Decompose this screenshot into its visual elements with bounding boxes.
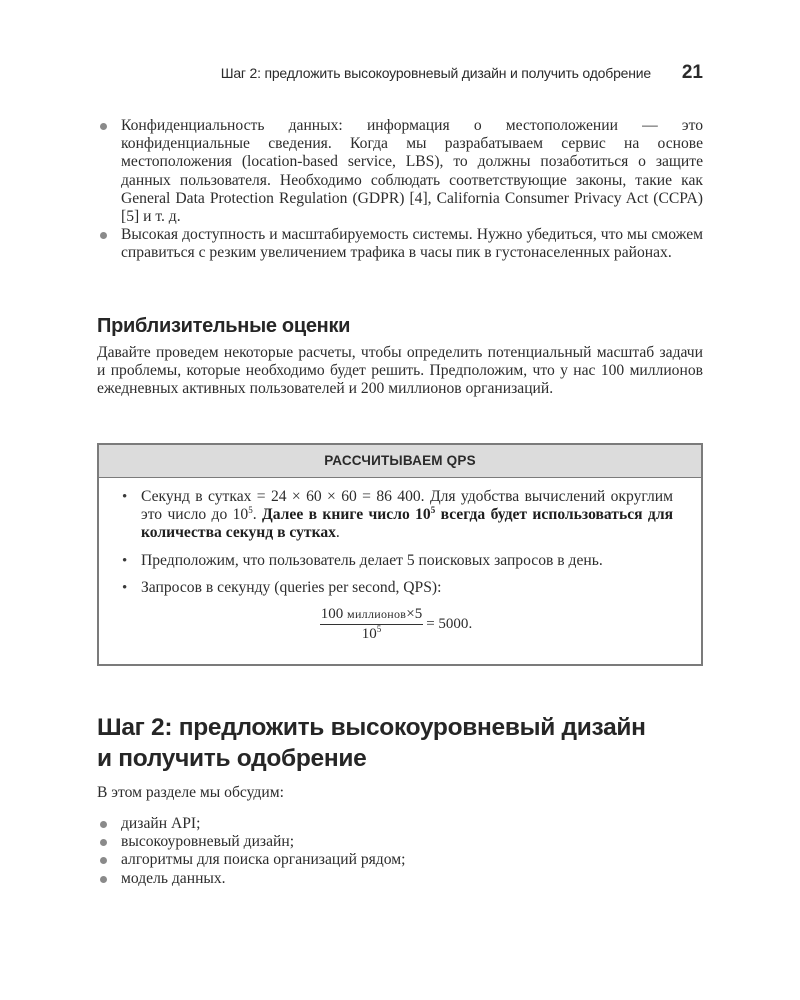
bullet-icon: [100, 857, 107, 864]
section-heading: Шаг 2: предложить высокоуровневый дизайн и получить одобрение: [97, 714, 646, 772]
list-item-text: Предположим, что пользователь делает 5 поисковых запросов в день.: [141, 551, 603, 569]
list-item: [97, 117, 703, 226]
list-item: [119, 579, 673, 597]
bullet-icon: [100, 123, 107, 130]
list-item: [97, 815, 703, 833]
formula-fraction: [320, 606, 423, 642]
page-number: 21: [681, 62, 703, 83]
formula-denominator: $10^5$: [361, 624, 382, 643]
formula-result: = 5000: [426, 615, 469, 632]
running-head: [97, 62, 703, 86]
formula-numerator: 100 миллионов×5: [320, 606, 423, 625]
bullet-icon: [100, 839, 107, 846]
list-item-text: Секунд в сутках = 24 × 60 × 60 = 86 400. Для удобства вычислений округлим это число до $10^5$. Далее в книге число $10^5$ всегда будет использоваться для количества секунд в сутках.: [141, 488, 674, 542]
list-item: [97, 226, 703, 262]
section-intro: В этом разделе мы обсудим:: [97, 784, 284, 801]
list-item-text: модель данных.: [121, 869, 226, 887]
formula-trailing: .: [468, 615, 473, 632]
list-item-text: Конфиденциальность данных: информация о местоположении — это конфиденциальные сведения. Когда мы разрабатываем сервис на основе местоположения (location-based service, LBS), то должны позаботиться о защите данных пользователя. Необходимо соблюдать соответствующие законы, такие как General Data Protection Regulation (GDPR) [4], California Consumer Privacy Act (CCPA) [5] и т. д.: [121, 117, 703, 226]
qps-box-title: РАССЧИТЫВАЕМ QPS: [99, 445, 701, 478]
list-item: [97, 833, 703, 851]
qps-box-body: [99, 478, 701, 642]
qps-list: [119, 488, 673, 597]
topics-list: [97, 815, 703, 888]
list-item: [119, 552, 673, 570]
qps-formula: [119, 606, 673, 642]
list-item: [119, 488, 673, 543]
list-item-text: высокоуровневый дизайн;: [121, 833, 295, 851]
bullet-icon: [100, 876, 107, 883]
bullet-icon: [100, 821, 107, 828]
estimates-paragraph: Давайте проведем некоторые расчеты, чтобы определить потенциальный масштаб задачи и проблемы, которые необходимо будет решить. Предположим, что у нас 100 миллионов ежедневных активных пользователей и 200 миллионов организаций.: [97, 344, 703, 398]
emphasis-text: Далее в книге число $10^5$ всегда будет использоваться для количества секунд в сутках: [141, 505, 674, 542]
estimates-heading: Приблизительные оценки: [97, 315, 351, 337]
running-head-title: Шаг 2: предложить высокоуровневый дизайн и получить одобрение: [220, 65, 651, 81]
list-item-text: дизайн API;: [121, 815, 201, 832]
bullet-icon: •: [122, 579, 128, 596]
requirements-list: [97, 117, 703, 263]
list-item-text: алгоритмы для поиска организаций рядом;: [121, 851, 406, 869]
list-item: [97, 851, 703, 869]
bullet-icon: •: [122, 489, 128, 505]
bullet-icon: •: [122, 552, 128, 569]
list-item: [97, 870, 703, 888]
list-item-text: Высокая доступность и масштабируемость системы. Нужно убедиться, что мы сможем справиться с резким увеличением трафика в часы пик в густонаселенных районах.: [121, 226, 703, 262]
list-item-text: Запросов в секунду (queries per second, QPS):: [141, 578, 442, 596]
bullet-icon: [100, 232, 107, 239]
qps-sidebar-box: [97, 443, 703, 666]
